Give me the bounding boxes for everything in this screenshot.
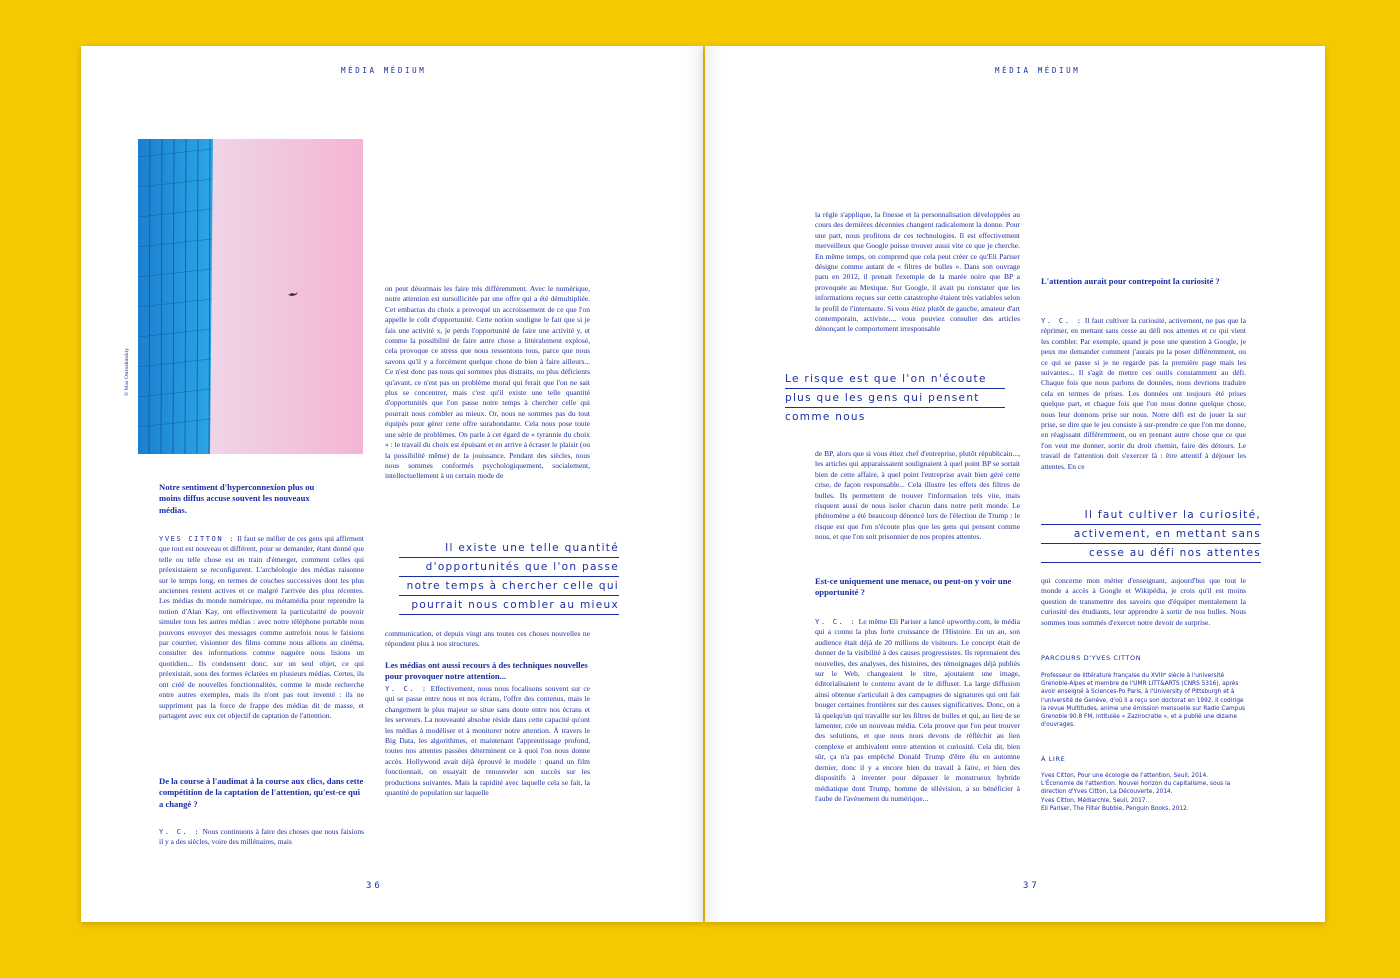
answer-text: Le même Eli Pariser a lancé upworthy.com, le média qui a connu la plus forte croissance de l'Histoire. En un an, son audience était déjà de 20 millions de visiteurs. Le concept était de donner de la visibilité à des causes progressistes. Ils reprenaient des nouvelles, des analyses, des histoires, des témoignages déjà publiés sur le Web, changeaient le titre, ajoutaient une image, éditorialisaient le contenu avant de le diffuser. La large diffusion ainsi obtenue s'articulait à des campagnes de signatures qui ont fait bouger certaines frontières sur des causes significatives. Donc, on a là quelqu'un qui travaille sur les filtres de bulles et qui, au lieu de se lamenter, crée un nouveau média. Cela prouve que l'on peut trouver des solutions, et que nous nous devons de réfléchir au lien complexe et ambivalent entre attention et curiosité. Cela dit, bien sûr, ça n'a pas empêché Donald Trump d'être élu en automne dernier, donc il y a encore bien du travail à faire, et bien des dispositifs à inventer pour dépasser le monstrueux hybride médiatique dont Trump, homme de télévision, a su bénéficier à l'aube de l'avènement du numérique... [815, 617, 1021, 803]
right-column-2 [1041, 316, 1246, 472]
question-heading: De la course à l'audimat à la course aux clics, dans cette compétition de la captation de l'attention, qu'est-ce qui a changé ? [159, 776, 364, 809]
pull-quote-line: cesse au défi nos attentes [1041, 544, 1261, 563]
right-column-1c [815, 617, 1020, 804]
pull-quote-line: notre temps à chercher celle qui [399, 577, 619, 596]
answer-text: de BP, alors que si vous étiez chef d'entreprise, plutôt républicain..., les articles qui apparaissaient soulignaient à quel point BP se sortait bien de cette affaire, à quel point l'entreprise avait bien géré cette crise, de façon responsable... Cela illustre les effets des filtres de bulles. Ils permettent de trouver l'information très vite, mais risquent aussi de nous isoler chacun dans notre petit monde. Le phénomène a été beaucoup dénoncé lors de l'élection de Trump : le risque est que l'on n'écoute plus que les gens qui pensent comme nous, et que l'on soit prisonnier de nos propres attentes. [815, 449, 1020, 542]
answer-text: communication, et depuis vingt ans toutes ces choses nouvelles ne répondent plus à nos structures. [385, 629, 590, 649]
bio-title: PARCOURS D'YVES CITTON [1041, 654, 1142, 662]
reading-item: Yves Citton, Pour une écologie de l'attention, Seuil, 2014. [1041, 773, 1209, 779]
answer-text: Effectivement, nous nous focalisons souvent sur ce qui se passe entre nous et nos écrans, l'offre des contenus, mais le changement le plus majeur se situe sans doute entre nos écrans et les serveurs. La nouveauté absolue réside dans cette capacité qu'ont les médias à modéliser et à monitorer notre attention. À travers le Big Data, les algorithmes, et maintenant l'apprentissage profond, toutes nos attentes passées déterminent ce à quoi l'on nous donne accès. Hollywood avait déjà éprouvé le modèle : quand un film fonctionnait, on essayait de renouveler son succès sur les productions suivantes. Mais la rapidité avec laquelle cela se fait, la quantité de population sur laquelle [385, 684, 591, 798]
reading-item: Eli Pariser, The Filter Bubble, Penguin Books, 2012. [1041, 805, 1189, 812]
pull-quote-line: pourrait nous combler au mieux [399, 596, 619, 615]
photo-credit: © Max Ostrozhinskiy [124, 348, 130, 396]
answer-text: Nous continuons à faire des choses que nous faisions il y a des siècles, voire des millénaires, mais [159, 827, 365, 847]
right-column-2b [1041, 576, 1246, 628]
pull-quote-line: comme nous [785, 411, 866, 423]
left-column-1 [159, 534, 364, 721]
speaker-label: YVES CITTON : [159, 535, 236, 543]
pull-quote-line: activement, en mettant sans [1041, 525, 1261, 544]
right-page [705, 46, 1325, 922]
intro-question: Notre sentiment d'hyperconnexion plus ou moins diffus accuse souvent les nouveaux médias. [159, 482, 315, 515]
speaker-label: Y. C. : [1041, 317, 1083, 325]
page-number: 36 [366, 881, 383, 891]
answer-text: Il faut se méfier de ces gens qui affirment que tout est nouveau et différent, pour se demander, étant donné que telle ou telle chose est en train d'émerger, comment celles qui préexistaient se reconfigurent. L'archéologie des médias raisonne sur le temps long, en termes de couches successives dont les plus anciennes restent actives et ce malgré l'arrivée des plus récentes. Les médias du monde numérique, ou métamédia pour reprendre la notion d'Alan Kay, ont effectivement la particularité de pouvoir simuler tous les autres médias : avec notre téléphone portable nous pouvons envoyer des messages comme autrefois nous le faisions par courrier, visionner des films comme nous allions au cinéma, consulter des informations comme naguère nous lisions un quotidien... Ils condensent donc, sur un seul objet, ce qui préexistait, sous des formes éclatées en plusieurs médias. Certes, ils ont créé de nouvelles fonctionnalités, comme le mode recherche entre autres exemples, mais ils n'ont pas tout inventé : ils ne suppriment pas la force de frappe des médias dit de masse, et partagent avec eux cet objectif de captation de l'attention. [159, 534, 365, 720]
question-heading: Les médias ont aussi recours à des techniques nouvelles pour provoquer notre attention... [385, 660, 588, 682]
bio-text: Professeur de littérature française du XVIIIᵉ siècle à l'université Grenoble-Alpes et membre de l'UMR LITT&ARTS (CNRS 5316), après avoir enseigné à Sciences-Po Paris, à l'University of Pittsburgh et à l'université de Genève, d'où il a reçu son doctorat en 1992. Il codirige la revue Multitudes, anime une émission mensuelle sur Radio Campus Grenoble 90.8 FM, intitulée « Zazirocratie », et a publié une dizaine d'ouvrages. [1041, 673, 1246, 729]
page-number: 37 [1023, 881, 1040, 891]
reading-list [1041, 772, 1246, 813]
right-column-1b [815, 449, 1020, 543]
reading-item: L'Économie de l'attention. Nouvel horizon du capitalisme, sous la direction d'Yves Citton, La Découverte, 2014. [1041, 781, 1231, 796]
pull-quote [1041, 506, 1261, 563]
spine-shadow [705, 46, 723, 922]
left-column-1b [159, 827, 364, 848]
left-column-2b [385, 629, 590, 650]
left-page [81, 46, 703, 922]
question-heading: L'attention aurait pour contrepoint la curiosité ? [1041, 276, 1220, 286]
speaker-label: Y. C. : [385, 685, 428, 693]
answer-text: la règle s'applique, la finesse et la personnalisation développées au cours des dernières décennies changent radicalement la donne. Pour une part, nous profitons de ces technologies. Il est effectivement merveilleux que Google puisse trouver aussi vite ce que je cherche. En même temps, on comprend que cela peut créer ce qu'Eli Pariser désigne comme autant de « filtres de bulles ». Dans son ouvrage paru en 2012, il prenait l'exemple de la marée noire que BP a provoquée au Mexique. Sur Google, il avait pu constater que les informations reçues sur cette catastrophe étaient très variables selon le profil de l'internaute. Si vous étiez plutôt de gauche, amateur d'art contemporain, activiste..., vous pouviez consulter des articles dénonçant le comportement irresponsable [815, 210, 1020, 334]
reading-title: À LIRE [1041, 755, 1066, 763]
answer-text: Il faut cultiver la curiosité, activement, ne pas que la réprimer, en mettant sans cesse au défi nos attentes et ce qui vient les combler. Par exemple, quand je pose une question à Google, je peux me demander comment j'aurais pu la poser différemment, ou ce qui se passe si je ne regarde pas la première page mais les suivantes... Il s'agit de mettre ces outils constamment au défi. Chaque fois que nous parlons de données, nous devrions traduire cela en termes de prises. Les données ont toujours été prises quelque part, et chaque fois que l'on nous donne quelque chose, nous leur donnons prise sur nous. Notre défi est de jouer la sur prise, se dire que le jeu consiste à sur-prendre ce que l'on me donne, en réagissant différemment, ou en prenant autre chose que ce que l'on veut me donner, sortir du droit chemin, faire des détours. Le travail de l'attention doit s'exercer là : être attentif à déjouer les attentes. En ce [1041, 316, 1247, 471]
right-column-1 [815, 210, 1020, 335]
pull-quote-line: plus que les gens qui pensent [785, 389, 1005, 408]
spine-shadow [685, 46, 703, 922]
speaker-label: Y. C. : [159, 828, 201, 836]
reading-item: Yves Citton, Médiarchie, Seuil, 2017. [1041, 797, 1148, 804]
left-column-2c [385, 684, 590, 798]
pull-quote-line: d'opportunités que l'on passe [399, 558, 619, 577]
running-header: MÉDIA MÉDIUM [995, 66, 1081, 75]
left-column-2 [385, 284, 590, 482]
pull-quote-line: Il faut cultiver la curiosité, [1041, 506, 1261, 525]
answer-text: on peut désormais les faire très différemment. Avec le numérique, notre attention est sursollicitée par une offre qui a été démultipliée. Cet embarras du choix a provoqué un accroissement de ce que l'on appelle le coût d'opportunité. Cette notion souligne le fait que si je fais une activité x, je perds l'opportunité de faire une activité y, et comme la possibilité de faire autre chose a littéralement explosé, cela provoque ce stress que nous ressentons tous, parce que nous savons qu'il y a forcément quelque chose de bien à faire ailleurs... Ce n'est donc pas nous qui sommes plus distraits, ou plus déficients qu'avant, ce n'est pas un problème moral qui ferait que l'on ne sait plus se concentrer, mais c'est qu'il existe une telle quantité d'opportunités que l'on passe notre temps à chercher celle qui pourrait nous combler au mieux. Or, nous ne sommes pas du tout équipés pour gérer cette offre surabondante. Cela nous pose toute une série de problèmes. On parle à cet égard de « tyrannie du choix » : le travail du choix est épuisant et en arrive à écraser le plaisir (ou la possibilité même) de la jouissance. Pendant des siècles, nous nous sommes conformés psychologiquement, socialement, intellectuellement à un certain mode de [385, 284, 590, 481]
pull-quote-line: Le risque est que l'on n'écoute [785, 370, 1005, 389]
running-header: MÉDIA MÉDIUM [341, 66, 427, 75]
pull-quote [399, 539, 619, 615]
building-illustration [138, 139, 363, 454]
photo-building [138, 139, 363, 454]
pull-quote-line: Il existe une telle quantité [399, 539, 619, 558]
answer-text: qui concerne mon métier d'enseignant, aujourd'hui que tout le monde a accès à Google et Wikipédia, je crois qu'il est moins question de transmettre des savoirs que d'équiper mentalement la curiosité des étudiants, leur apprendre à sortir de nos bulles. Nous sommes tous sommés d'exercer notre devoir de surprise. [1041, 576, 1246, 627]
question-heading: Est-ce uniquement une menace, ou peut-on y voir une opportunité ? [815, 576, 1012, 598]
pull-quote [785, 370, 1005, 426]
speaker-label: Y. C. : [815, 618, 857, 626]
